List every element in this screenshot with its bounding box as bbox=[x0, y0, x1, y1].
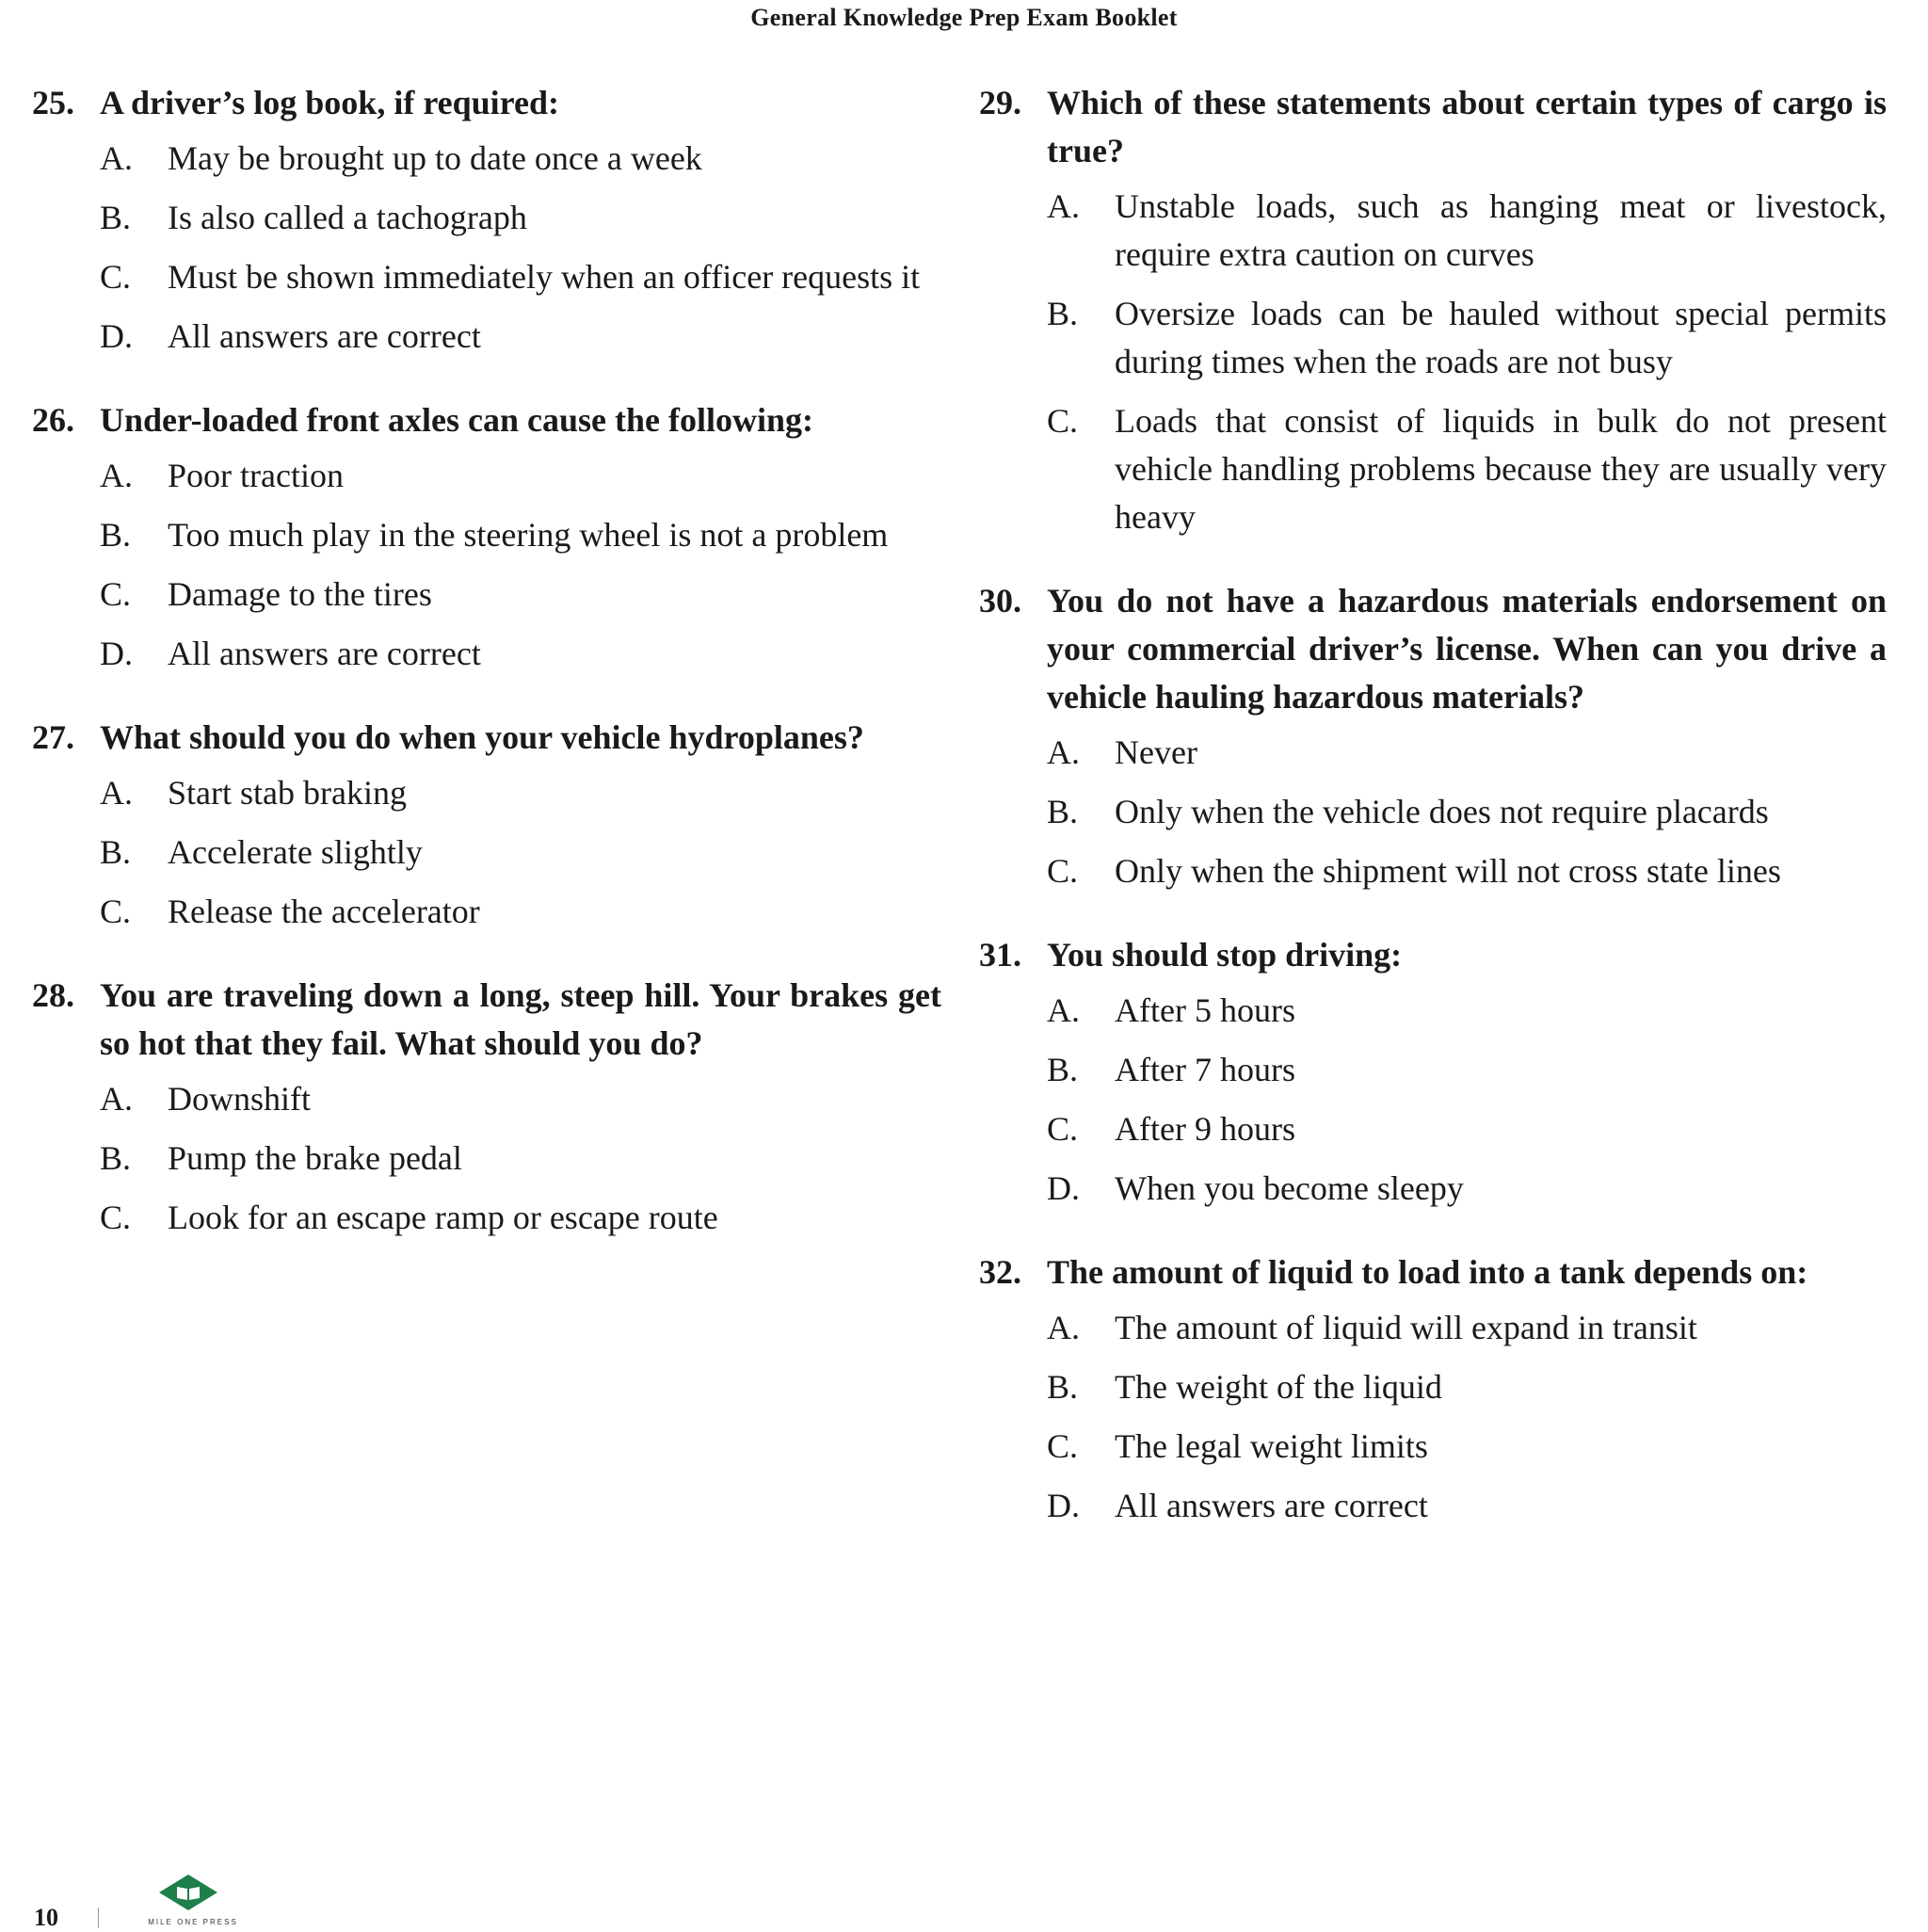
answer-option bbox=[1047, 1304, 1887, 1352]
option-text: Oversize loads can be hauled without special permits during times when the roads are not busy bbox=[1115, 295, 1887, 380]
option-letter: B. bbox=[1047, 793, 1079, 830]
option-letter: A. bbox=[1047, 1309, 1080, 1346]
option-text: Loads that consist of liquids in bulk do not present vehicle handling problems because they are usually very heavy bbox=[1115, 402, 1887, 536]
option-text: After 5 hours bbox=[1115, 991, 1295, 1029]
question-text: What should you do when your vehicle hydroplanes? bbox=[100, 718, 864, 756]
option-letter: A. bbox=[1047, 187, 1080, 225]
question-number: 27. bbox=[32, 718, 74, 756]
option-letter: C. bbox=[100, 258, 132, 296]
answer-option bbox=[1047, 847, 1887, 895]
option-letter: B. bbox=[100, 1139, 132, 1177]
option-letter: B. bbox=[1047, 1051, 1079, 1088]
answer-option bbox=[1047, 290, 1887, 386]
option-text: Only when the vehicle does not require placards bbox=[1115, 793, 1769, 830]
question-30 bbox=[979, 577, 1887, 895]
question-text: Under-loaded front axles can cause the following: bbox=[100, 401, 813, 439]
option-letter: D. bbox=[100, 317, 133, 355]
option-text: May be brought up to date once a week bbox=[168, 139, 702, 177]
option-letter: B. bbox=[100, 199, 132, 236]
answer-option bbox=[100, 1135, 941, 1183]
answer-option bbox=[1047, 1165, 1887, 1213]
publisher-name: MILE ONE PRESS bbox=[148, 1918, 238, 1926]
question-25 bbox=[32, 79, 941, 361]
question-number: 29. bbox=[979, 84, 1021, 121]
option-text: Start stab braking bbox=[168, 774, 407, 812]
question-number: 30. bbox=[979, 582, 1021, 620]
answer-option bbox=[100, 313, 941, 361]
answer-option bbox=[100, 888, 941, 936]
answer-option bbox=[100, 135, 941, 183]
answer-option bbox=[1047, 1046, 1887, 1094]
option-letter: A. bbox=[100, 457, 133, 494]
answer-option bbox=[1047, 1423, 1887, 1471]
option-letter: A. bbox=[100, 1080, 133, 1118]
option-text: Downshift bbox=[168, 1080, 311, 1118]
answer-option bbox=[1047, 987, 1887, 1035]
question-text: A driver’s log book, if required: bbox=[100, 84, 559, 121]
answer-option bbox=[100, 571, 941, 619]
question-31 bbox=[979, 931, 1887, 1213]
answer-option bbox=[100, 1075, 941, 1123]
option-letter: C. bbox=[100, 893, 132, 930]
option-letter: B. bbox=[100, 516, 132, 554]
question-number: 25. bbox=[32, 84, 74, 121]
option-letter: B. bbox=[100, 833, 132, 871]
answer-option bbox=[100, 769, 941, 817]
question-32 bbox=[979, 1248, 1887, 1530]
option-text: Release the accelerator bbox=[168, 893, 480, 930]
option-text: Damage to the tires bbox=[168, 575, 432, 613]
option-letter: B. bbox=[1047, 1368, 1079, 1406]
option-text: The weight of the liquid bbox=[1115, 1368, 1442, 1406]
option-text: When you become sleepy bbox=[1115, 1169, 1464, 1207]
question-28 bbox=[32, 972, 941, 1242]
option-letter: C. bbox=[1047, 402, 1079, 440]
answer-option bbox=[100, 1194, 941, 1242]
question-text: You do not have a hazardous materials endorsement on your commercial driver’s license. When can you drive a vehicle hauling hazardous materials? bbox=[1047, 582, 1887, 716]
option-text: After 7 hours bbox=[1115, 1051, 1295, 1088]
question-text: You should stop driving: bbox=[1047, 936, 1403, 974]
question-27 bbox=[32, 714, 941, 936]
answer-option bbox=[100, 194, 941, 242]
option-letter: B. bbox=[1047, 295, 1079, 332]
option-text: Only when the shipment will not cross state lines bbox=[1115, 852, 1781, 890]
question-number: 26. bbox=[32, 401, 74, 439]
option-text: Look for an escape ramp or escape route bbox=[168, 1199, 718, 1236]
option-text: Pump the brake pedal bbox=[168, 1139, 462, 1177]
answer-option bbox=[1047, 788, 1887, 836]
answer-option bbox=[100, 253, 941, 301]
book-logo-icon bbox=[158, 1874, 218, 1911]
left-column bbox=[32, 79, 941, 1278]
option-text: All answers are correct bbox=[168, 317, 481, 355]
answer-option bbox=[1047, 183, 1887, 279]
answer-option bbox=[100, 630, 941, 678]
option-letter: A. bbox=[1047, 733, 1080, 771]
option-letter: A. bbox=[100, 139, 133, 177]
option-letter: C. bbox=[1047, 852, 1079, 890]
option-text: Accelerate slightly bbox=[168, 833, 423, 871]
option-letter: C. bbox=[100, 1199, 132, 1236]
footer-divider bbox=[98, 1908, 99, 1928]
answer-option bbox=[100, 829, 941, 877]
question-text: You are traveling down a long, steep hill. Your brakes get so hot that they fail. What should you do? bbox=[100, 976, 941, 1062]
option-letter: D. bbox=[1047, 1487, 1080, 1524]
option-text: Must be shown immediately when an officer requests it bbox=[168, 258, 921, 296]
right-column bbox=[979, 79, 1887, 1566]
option-text: Poor traction bbox=[168, 457, 344, 494]
answer-option bbox=[100, 452, 941, 500]
option-text: Unstable loads, such as hanging meat or livestock, require extra caution on curves bbox=[1115, 187, 1887, 273]
answer-option bbox=[100, 511, 941, 559]
answer-option bbox=[1047, 397, 1887, 541]
answer-option bbox=[1047, 1363, 1887, 1411]
option-text: Never bbox=[1115, 733, 1197, 771]
option-text: All answers are correct bbox=[168, 635, 481, 672]
question-number: 31. bbox=[979, 936, 1021, 974]
page-header: General Knowledge Prep Exam Booklet bbox=[750, 4, 1178, 31]
option-letter: A. bbox=[1047, 991, 1080, 1029]
answer-option bbox=[1047, 1482, 1887, 1530]
question-text: The amount of liquid to load into a tank depends on: bbox=[1047, 1253, 1808, 1291]
answer-option bbox=[1047, 729, 1887, 777]
answer-option bbox=[1047, 1105, 1887, 1153]
option-letter: C. bbox=[100, 575, 132, 613]
question-number: 28. bbox=[32, 976, 74, 1014]
question-number: 32. bbox=[979, 1253, 1021, 1291]
option-text: All answers are correct bbox=[1115, 1487, 1428, 1524]
page-number: 10 bbox=[34, 1904, 58, 1931]
option-text: Is also called a tachograph bbox=[168, 199, 527, 236]
question-26 bbox=[32, 396, 941, 678]
logo-diamond bbox=[159, 1875, 217, 1910]
option-letter: C. bbox=[1047, 1110, 1079, 1148]
question-text: Which of these statements about certain types of cargo is true? bbox=[1047, 84, 1887, 169]
option-letter: D. bbox=[1047, 1169, 1080, 1207]
option-letter: C. bbox=[1047, 1427, 1079, 1465]
option-letter: A. bbox=[100, 774, 133, 812]
option-text: The amount of liquid will expand in transit bbox=[1115, 1309, 1697, 1346]
option-letter: D. bbox=[100, 635, 133, 672]
option-text: Too much play in the steering wheel is not a problem bbox=[168, 516, 889, 554]
option-text: The legal weight limits bbox=[1115, 1427, 1428, 1465]
option-text: After 9 hours bbox=[1115, 1110, 1295, 1148]
question-29 bbox=[979, 79, 1887, 541]
